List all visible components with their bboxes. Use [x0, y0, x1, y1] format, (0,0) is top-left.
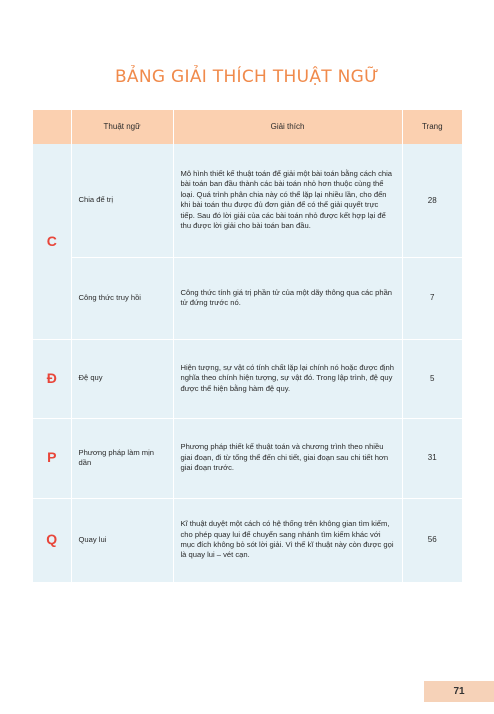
section-letter: C	[33, 144, 71, 339]
table-header-row	[33, 110, 462, 144]
page-title: BẢNG GIẢI THÍCH THUẬT NGỮ	[114, 67, 380, 88]
table-row	[33, 339, 462, 418]
term-cell: Công thức truy hồi	[71, 257, 173, 339]
term-cell: Đệ quy	[71, 339, 173, 418]
table-row	[33, 144, 462, 257]
definition-cell: Phương pháp thiết kế thuật toán và chương trình theo nhiều giai đoạn, đi từ tổng thể đến chi tiết, giai đoạn sau chi tiết hơn giai đoạn trước.	[173, 418, 402, 498]
term-cell: Chia để trị	[71, 144, 173, 257]
definition-cell: Công thức tính giá trị phần tử của một dãy thông qua các phần tử đứng trước nó.	[173, 257, 402, 339]
definition-cell: Kĩ thuật duyệt một cách có hệ thống trên không gian tìm kiếm, cho phép quay lui để chuyển sang nhánh tìm kiếm khác với mục đích không bỏ sót lời giải. Vì thế kĩ thuật này còn được gọi là quay lui – vét cạn.	[173, 498, 402, 582]
page-cell: 7	[402, 257, 462, 339]
table-row	[33, 498, 462, 582]
page-cell: 31	[402, 418, 462, 498]
page-number: 71	[424, 681, 494, 702]
section-letter: Đ	[33, 339, 71, 418]
header-term: Thuật ngữ	[71, 110, 173, 144]
page-cell: 5	[402, 339, 462, 418]
page-cell: 56	[402, 498, 462, 582]
header-letter	[33, 110, 71, 144]
page-cell: 28	[402, 144, 462, 257]
section-letter: Q	[33, 498, 71, 582]
glossary-table	[33, 110, 462, 583]
term-cell: Quay lui	[71, 498, 173, 582]
section-letter: P	[33, 418, 71, 498]
term-cell: Phương pháp làm mịn dần	[71, 418, 173, 498]
definition-cell: Mô hình thiết kế thuật toán để giải một bài toán bằng cách chia bài toán ban đầu thành các bài toán nhỏ hơn thuộc cùng thể loại. Quá trình phân chia này có thể lặp lại nhiều lần, cho đến khi bài toán thu được đủ đơn giản để có thể giải quyết trực tiếp. Sau đó lời giải của các bài toán nhỏ được kết hợp lại để thu được lời giải cho bài toán ban đầu.	[173, 144, 402, 257]
header-page: Trang	[402, 110, 462, 144]
definition-cell: Hiện tượng, sự vật có tính chất lặp lại chính nó hoặc được định nghĩa theo chính hiện tượng, sự vật đó. Trong lập trình, đệ quy được thể hiện bằng hàm đệ quy.	[173, 339, 402, 418]
header-definition: Giải thích	[173, 110, 402, 144]
table-row	[33, 418, 462, 498]
table-row	[33, 257, 462, 339]
